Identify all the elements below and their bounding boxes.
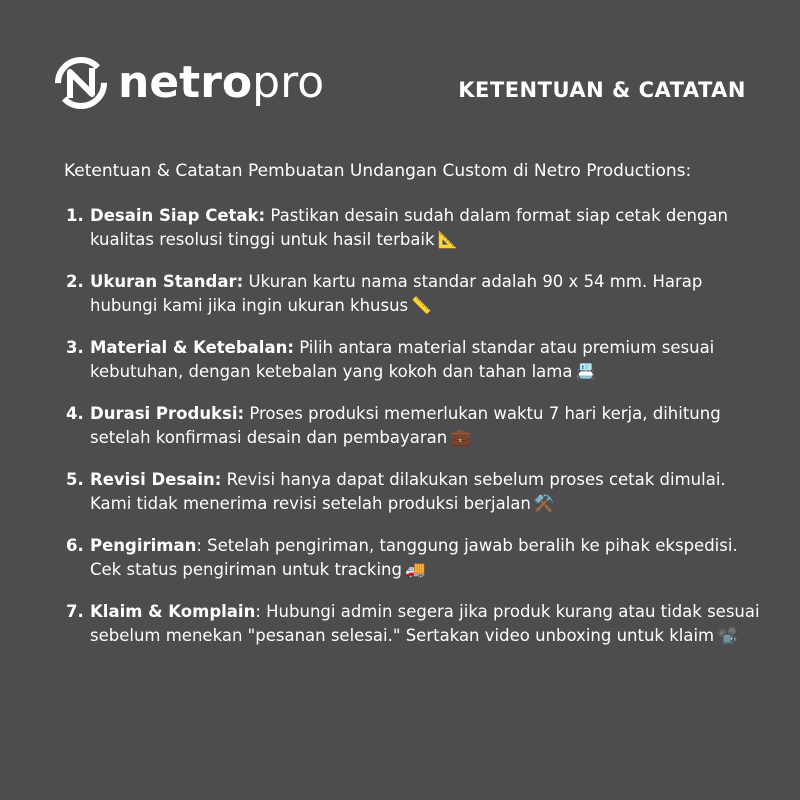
card-index-icon: 📇 [575, 362, 597, 381]
item-title: Desain Siap Cetak: [90, 206, 266, 225]
item-text: Proses produksi memerlukan waktu 7 hari kerja, dihitung setelah konfirmasi desain dan pembayaran [90, 404, 721, 447]
netropro-logo-icon [54, 54, 108, 112]
list-item [66, 204, 766, 252]
item-body [90, 600, 766, 648]
list-item [66, 468, 766, 516]
item-number: 4. [66, 404, 84, 423]
item-text: Ukuran kartu nama standar adalah 90 x 54 mm. Harap hubungi kami jika ingin ukuran khusus [90, 272, 703, 315]
item-body [90, 402, 766, 450]
item-title: Material & Ketebalan: [90, 338, 294, 357]
item-body [90, 336, 766, 384]
terms-list [66, 204, 766, 666]
item-title: Ukuran Standar: [90, 272, 244, 291]
briefcase-icon: 💼 [450, 428, 471, 447]
page-title: KETENTUAN & CATATAN [458, 78, 746, 102]
item-number: 6. [66, 536, 84, 555]
item-title: Klaim & Komplain [90, 602, 256, 621]
list-item [66, 534, 766, 582]
item-number: 5. [66, 470, 84, 489]
list-item [66, 600, 766, 648]
brand-name [118, 54, 324, 112]
triangular-ruler-icon: 📐 [437, 230, 459, 249]
list-item [66, 336, 766, 384]
item-number: 2. [66, 272, 84, 291]
brand-bold-part: netro [118, 57, 253, 108]
item-number: 1. [66, 206, 84, 225]
film-projector-icon: 📽️ [717, 626, 738, 645]
item-body [90, 270, 766, 318]
item-text: : Setelah pengiriman, tanggung jawab beralih ke pihak ekspedisi. Cek status pengiriman untuk tracking [90, 536, 738, 579]
hammer-pick-icon: ⚒️ [533, 494, 555, 513]
brand-light-part: pro [252, 57, 325, 108]
intro-text: Ketentuan & Catatan Pembuatan Undangan Custom di Netro Productions: [64, 161, 692, 181]
item-text: Pastikan desain sudah dalam format siap cetak dengan kualitas resolusi tinggi untuk hasil terbaik [90, 206, 729, 249]
item-title: Revisi Desain: [90, 470, 222, 489]
item-number: 3. [66, 338, 84, 357]
list-item [66, 402, 766, 450]
header [0, 0, 800, 140]
item-title: Durasi Produksi: [90, 404, 245, 423]
straight-ruler-icon: 📏 [411, 296, 432, 315]
item-number: 7. [66, 602, 84, 621]
item-text: Pilih antara material standar atau premium sesuai kebutuhan, dengan ketebalan yang kokoh dan tahan lama [90, 338, 715, 381]
item-text: Revisi hanya dapat dilakukan sebelum proses cetak dimulai. Kami tidak menerima revisi setelah produksi berjalan [90, 470, 726, 513]
delivery-truck-icon: 🚚 [404, 560, 426, 579]
list-item [66, 270, 766, 318]
item-title: Pengiriman [90, 536, 197, 555]
logo [54, 54, 324, 112]
item-body [90, 534, 766, 582]
item-body [90, 204, 766, 252]
item-body [90, 468, 766, 516]
item-text: : Hubungi admin segera jika produk kurang atau tidak sesuai sebelum menekan "pesanan selesai." Sertakan video unboxing untuk klaim [90, 602, 760, 645]
